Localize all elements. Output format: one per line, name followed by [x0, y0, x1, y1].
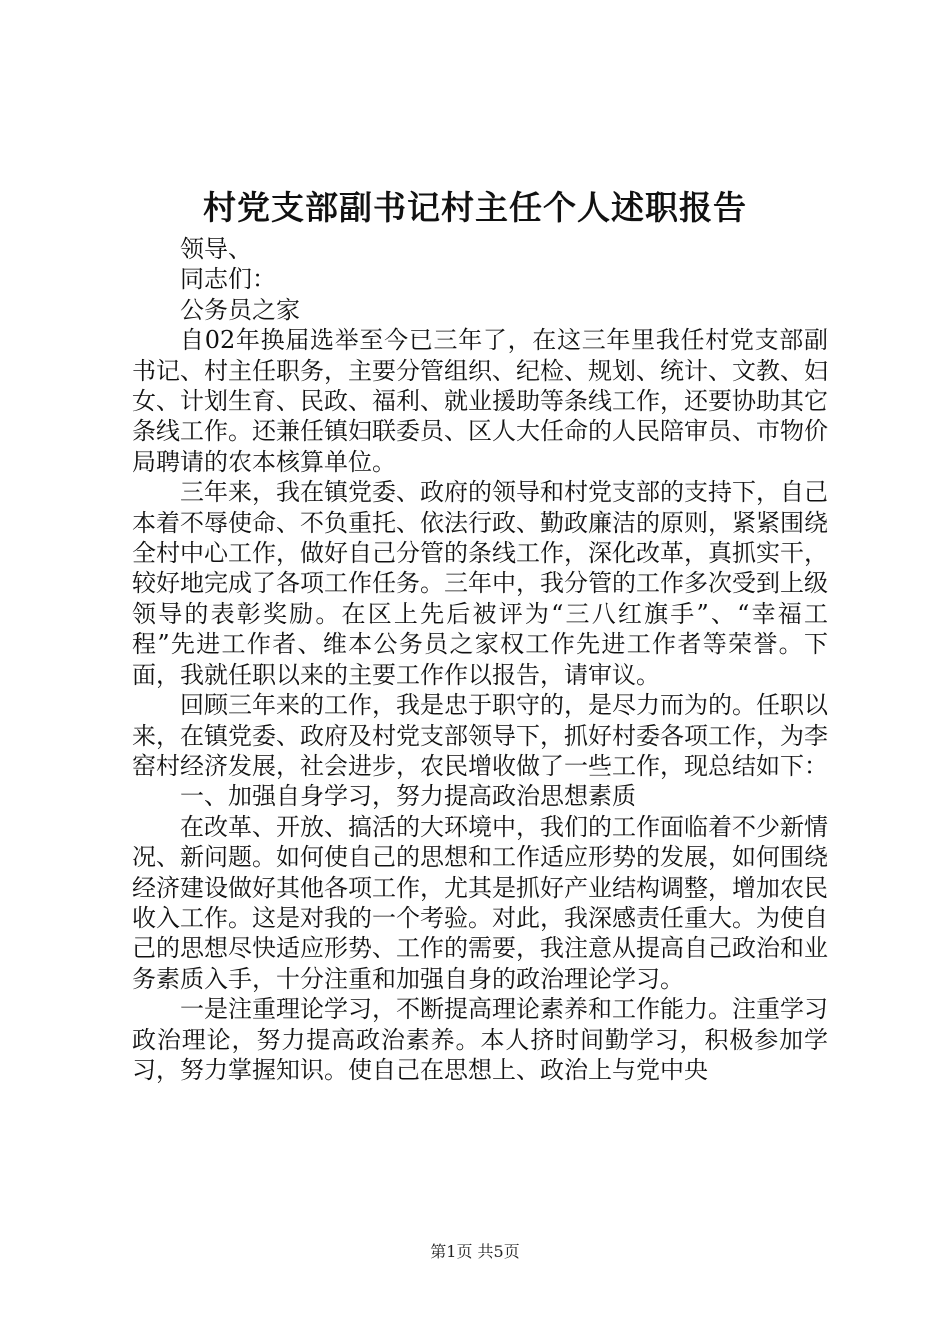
document-body	[132, 234, 828, 1085]
paragraph: 自02年换届选举至今已三年了，在这三年里我任村党支部副书记、村主任职务，主要分管组织、纪检、规划、统计、文教、妇女、计划生育、民政、福利、就业援助等条线工作，还要协助其它条线工作。还兼任镇妇联委员、区人大任命的人民陪审员、市物价局聘请的农本核算单位。	[132, 326, 828, 476]
salutation-leaders: 领导、	[180, 235, 252, 263]
paragraph: 回顾三年来的工作，我是忠于职守的，是尽力而为的。任职以来，在镇党委、政府及村党支部领导下，抓好村委各项工作，为李窑村经济发展，社会进步，农民增收做了一些工作，现总结如下：	[132, 691, 828, 780]
paragraph: 三年来，我在镇党委、政府的领导和村党支部的支持下，自己本着不辱使命、不负重托、依法行政、勤政廉洁的原则，紧紧围绕全村中心工作，做好自己分管的条线工作，深化改革，真抓实干，较好地完成了各项工作任务。三年中，我分管的工作多次受到上级领导的表彰奖励。在区上先后被评为“三八红旗手”、“幸福工程”先进工作者、维本公务员之家权工作先进工作者等荣誉。下面，我就任职以来的主要工作作以报告，请审议。	[132, 478, 828, 689]
section-heading: 一、加强自身学习，努力提高政治思想素质	[180, 782, 636, 811]
source-note: 公务员之家	[180, 295, 300, 324]
salutation-comrades: 同志们：	[180, 265, 276, 294]
paragraph: 一是注重理论学习，不断提高理论素养和工作能力。注重学习政治理论，努力提高政治素养。本人挤时间勤学习，积极参加学习，努力掌握知识。使自己在思想上、政治上与党中央	[132, 995, 828, 1084]
page-number-footer: 第1页 共5页	[430, 1242, 520, 1261]
paragraph: 在改革、开放、搞活的大环境中，我们的工作面临着不少新情况、新问题。如何使自己的思想和工作适应形势的发展，如何围绕经济建设做好其他各项工作，尤其是抓好产业结构调整，增加农民收入工作。这是对我的一个考验。对此，我深感责任重大。为使自己的思想尽快适应形势、工作的需要，我注意从提高自己政治和业务素质入手，十分注重和加强自身的政治理论学习。	[132, 812, 828, 993]
page-title: 村党支部副书记村主任个人述职报告	[203, 188, 747, 227]
